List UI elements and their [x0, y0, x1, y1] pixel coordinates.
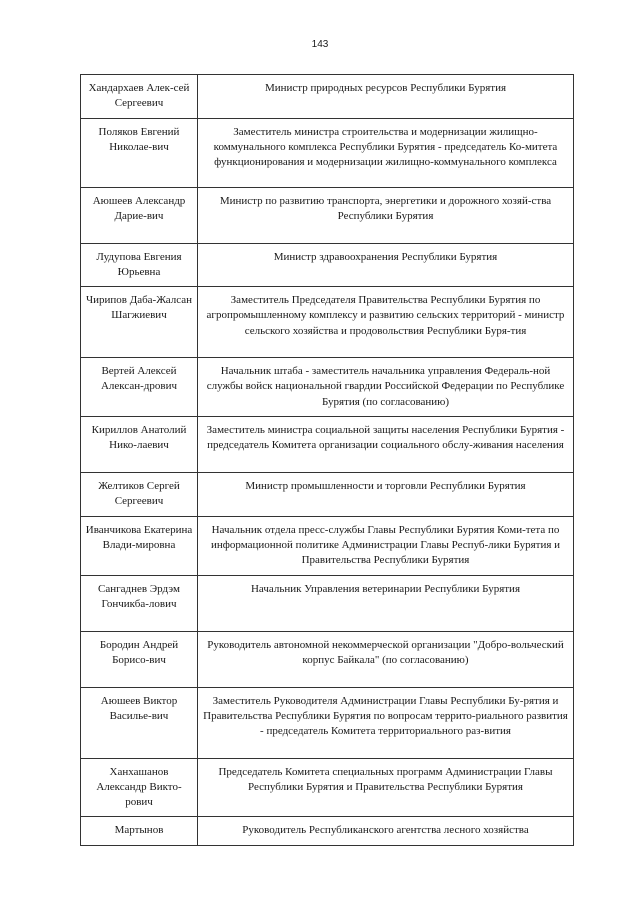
person-name: Сангаднев Эрдэм Гончикба-лович [81, 575, 198, 631]
table-row [81, 758, 574, 817]
page-number: 143 [311, 39, 329, 50]
person-role: Министр здравоохранения Республики Бурятия [198, 243, 574, 287]
person-role: Руководитель Республиканского агентства лесного хозяйства [198, 817, 574, 845]
person-name: Лудупова Евгения Юрьевна [81, 243, 198, 287]
table-row [81, 358, 574, 417]
table-row [81, 817, 574, 845]
table-row [81, 243, 574, 287]
table-row [81, 575, 574, 631]
person-role: Заместитель министра строительства и модернизации жилищно-коммунального комплекса Республики Бурятия - председатель Ко-митета функционирования и модернизации жилищно-коммунального комплекса [198, 118, 574, 187]
person-name: Хандархаев Алек-сей Сергеевич [81, 75, 198, 119]
person-name: Бородин Андрей Борисо-вич [81, 631, 198, 687]
person-name: Кириллов Анатолий Нико-лаевич [81, 417, 198, 473]
table-row [81, 287, 574, 358]
person-name: Мартынов [81, 817, 198, 845]
person-name: Аюшеев Виктор Василье-вич [81, 687, 198, 758]
person-role: Министр природных ресурсов Республики Бурятия [198, 75, 574, 119]
person-name: Иванчикова Екатерина Влади-мировна [81, 516, 198, 575]
person-role: Заместитель Председателя Правительства Республики Бурятия по агропромышленному комплексу и развитию сельских территорий - министр сельского хозяйства и продовольствия Республики Буря-тия [198, 287, 574, 358]
person-role: Председатель Комитета специальных программ Администрации Главы Республики Бурятия и Правительства Республики Бурятия [198, 758, 574, 817]
table-row [81, 118, 574, 187]
person-name: Желтиков Сергей Сергеевич [81, 473, 198, 517]
table-row [81, 417, 574, 473]
person-name: Вертей Алексей Алексан-дрович [81, 358, 198, 417]
person-role: Руководитель автономной некоммерческой организации "Добро-вольческий корпус Байкала" (по согласованию) [198, 631, 574, 687]
person-role: Начальник штаба - заместитель начальника управления Федераль-ной службы войск национальной гвардии Российской Федерации по Республике Бурятия (по согласованию) [198, 358, 574, 417]
person-name: Аюшеев Александр Дарие-вич [81, 187, 198, 243]
person-role: Начальник Управления ветеринарии Республики Бурятия [198, 575, 574, 631]
officials-table [80, 74, 574, 846]
person-name: Поляков Евгений Николае-вич [81, 118, 198, 187]
table-row [81, 516, 574, 575]
person-role: Министр промышленности и торговли Республики Бурятия [198, 473, 574, 517]
table-row [81, 687, 574, 758]
person-role: Начальник отдела пресс-службы Главы Республики Бурятия Коми-тета по информационной политике Администрации Главы Респуб-лики Бурятия и Правительства Республики Бурятия [198, 516, 574, 575]
person-role: Заместитель Руководителя Администрации Главы Республики Бу-рятия и Правительства Республики Бурятия по вопросам террито-риального развития - председатель Комитета территориального раз-вития [198, 687, 574, 758]
person-name: Ханхашанов Александр Викто-рович [81, 758, 198, 817]
person-name: Чирипов Даба-Жалсан Шагжиевич [81, 287, 198, 358]
table-row [81, 187, 574, 243]
table-row [81, 473, 574, 517]
table-row [81, 75, 574, 119]
table-row [81, 631, 574, 687]
person-role: Заместитель министра социальной защиты населения Республики Бурятия - председатель Комитета организации социального обслу-живания населения [198, 417, 574, 473]
person-role: Министр по развитию транспорта, энергетики и дорожного хозяй-ства Республики Бурятия [198, 187, 574, 243]
